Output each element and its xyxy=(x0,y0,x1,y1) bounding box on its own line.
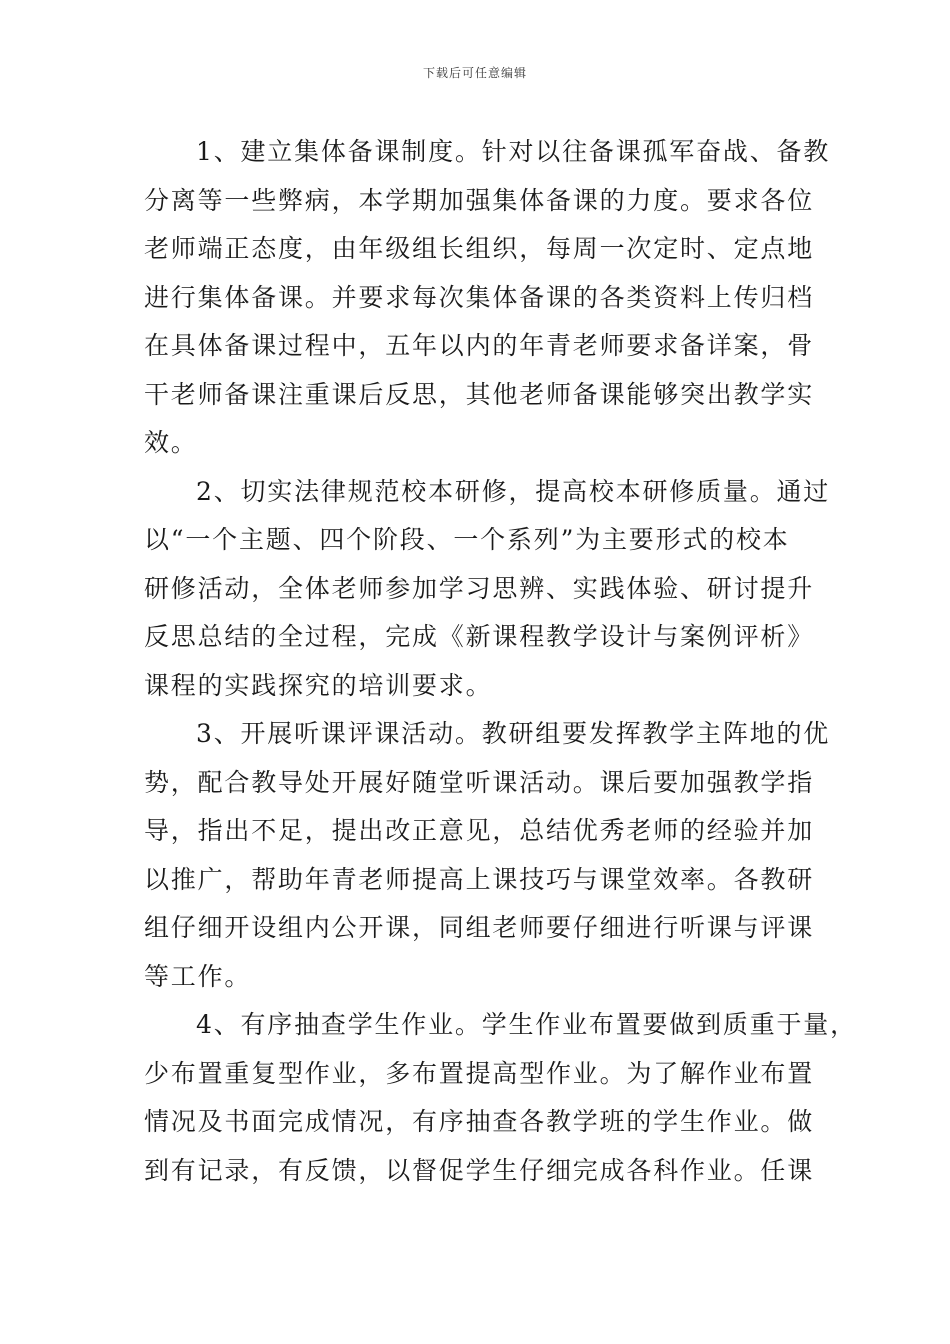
text-line: 干老师备课注重课后反思，其他老师备课能够突出教学实 xyxy=(144,379,815,409)
text-line: 进行集体备课。并要求每次集体备课的各类资料上传归档 xyxy=(144,282,815,312)
text-line: 到有记录，有反馈，以督促学生仔细完成各科作业。任课 xyxy=(144,1155,815,1185)
text-line: 组仔细开设组内公开课，同组老师要仔细进行听课与评课 xyxy=(144,913,815,942)
text-line: 4、有序抽查学生作业。学生作业布置要做到质重于量， xyxy=(196,1010,857,1039)
document-body xyxy=(144,128,857,1195)
text-line: 2、切实法律规范校本研修，提高校本研修质量。通过 xyxy=(196,476,831,506)
text-line: 老师端正态度，由年级组长组织，每周一次定时、定点地 xyxy=(144,234,815,263)
text-line: 1、建立集体备课制度。针对以往备课孤军奋战、备教 xyxy=(196,137,831,166)
page-header: 下载后可任意编辑 xyxy=(422,66,527,80)
text-line: 导，指出不足，提出改正意见，总结优秀老师的经验并加 xyxy=(144,816,815,845)
text-line: 分离等一些弊病，本学期加强集体备课的力度。要求各位 xyxy=(144,185,815,215)
text-line: 研修活动，全体老师参加学习思辨、实践体验、研讨提升 xyxy=(144,573,815,603)
text-line: 情况及书面完成情况，有序抽查各教学班的学生作业。做 xyxy=(144,1107,815,1136)
text-line: 以推广，帮助年青老师提高上课技巧与课堂效率。各教研 xyxy=(144,864,815,894)
text-line: 少布置重复型作业，多布置提高型作业。为了解作业布置 xyxy=(144,1058,815,1088)
text-line: 课程的实践探究的培训要求。 xyxy=(144,670,493,700)
text-line: 以“一个主题、四个阶段、一个系列”为主要形式的校本 xyxy=(144,525,790,554)
text-line: 势，配合教导处开展好随堂听课活动。课后要加强教学指 xyxy=(144,767,815,797)
text-line: 3、开展听课评课活动。教研组要发挥教学主阵地的优 xyxy=(196,719,831,748)
text-line: 反思总结的全过程，完成《新课程教学设计与案例评析》 xyxy=(144,622,815,651)
text-line: 效。 xyxy=(144,428,198,457)
text-line: 等工作。 xyxy=(144,961,252,991)
text-line: 在具体备课过程中，五年以内的年青老师要求备详案，骨 xyxy=(144,331,815,360)
